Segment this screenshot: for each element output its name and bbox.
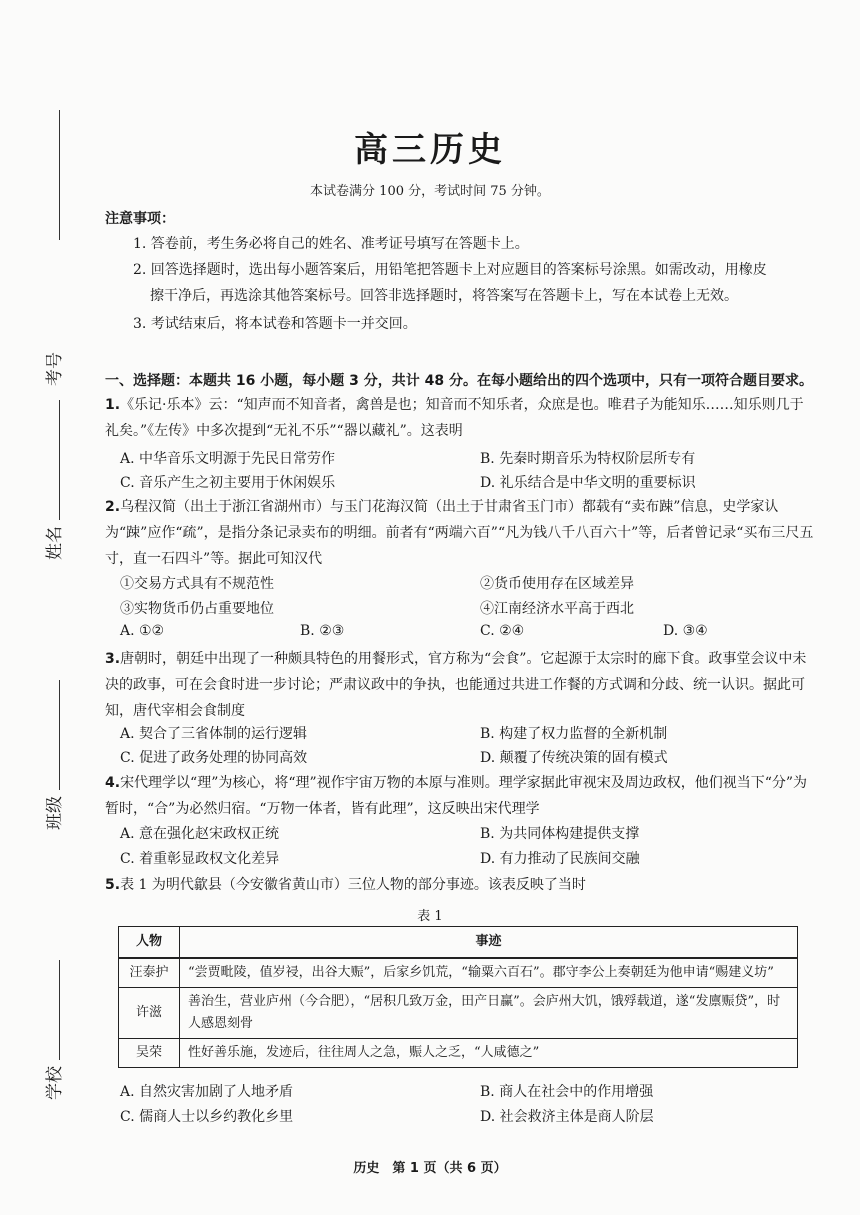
side-label-xingming: 姓名	[45, 526, 65, 560]
page-title: 高三历史	[354, 130, 506, 170]
option-c[interactable]: C. 着重彰显政权文化差异	[120, 851, 280, 867]
table-cell-person: 吴荣	[119, 1039, 180, 1068]
question-stem: 唐朝时，朝廷中出现了一种颇具特色的用餐形式，官方称为“会食”。它起源于太宗时的廊下食。政事堂会议中未决的政事，可在会食时进一步讨论；严肃议政中的争执，也能通过共进工作餐的方式调和分歧、统一认识。据此可知，唐代宰相会食制度	[105, 651, 807, 719]
table-row	[119, 988, 798, 1039]
question-stem: 宋代理学以“理”为核心，将“理”视作宇宙万物的本原与准则。理学家据此审视宋及周边政权，他们视当下“分”为暂时，“合”为必然归宿。“万物一体者，皆有此理”，这反映出宋代理学	[105, 775, 808, 817]
table-cell-deeds: “尝贾毗陵，值岁祲，出谷大赈”，后家乡饥荒，“输粟六百石”。郡守李公上奏朝廷为他申请“赐建义坊”	[180, 958, 798, 988]
events-table	[118, 926, 798, 1068]
notice-heading: 注意事项：	[105, 211, 175, 227]
table-cell-person: 许滋	[119, 988, 180, 1039]
question-number: 3.	[105, 651, 121, 667]
side-label-banji: 班级	[45, 796, 65, 830]
question-number: 2.	[105, 499, 121, 515]
statement-4: ④江南经济水平高于西北	[480, 601, 634, 617]
section-heading: 一、选择题：本题共 16 小题，每小题 3 分，共计 48 分。在每小题给出的四个选项中，只有一项符合题目要求。	[105, 373, 813, 389]
option-b[interactable]: B. ②③	[300, 623, 345, 639]
table-row	[119, 958, 798, 988]
statement-3: ③实物货币仍占重要地位	[120, 601, 274, 617]
option-b[interactable]: B. 商人在社会中的作用增强	[480, 1084, 654, 1100]
side-line	[59, 960, 60, 1060]
option-b[interactable]: B. 先秦时期音乐为特权阶层所专有	[480, 451, 696, 467]
option-a[interactable]: A. 中华音乐文明源于先民日常劳作	[120, 451, 336, 467]
page-footer: 历史 第 1 页（共 6 页）	[353, 1161, 507, 1176]
side-line	[59, 400, 60, 520]
option-d[interactable]: D. ③④	[663, 623, 708, 639]
question-3	[105, 646, 815, 724]
option-b[interactable]: B. 构建了权力监督的全新机制	[480, 726, 668, 742]
table-row	[119, 1039, 798, 1068]
notice-item-2-cont: 擦干净后，再选涂其他答案标号。回答非选择题时，将答案写在答题卡上，写在本试卷上无效。	[150, 288, 738, 304]
table-header-deeds: 事迹	[180, 927, 798, 959]
notice-item-3: 3. 考试结束后，将本试卷和答题卡一并交回。	[133, 316, 417, 332]
question-number: 1.	[105, 397, 121, 413]
table-header-row	[119, 927, 798, 959]
option-a[interactable]: A. 契合了三省体制的运行逻辑	[120, 726, 308, 742]
side-label-kaohao: 考号	[45, 352, 65, 386]
table-cell-deeds: 性好善乐施，发迹后，往往周人之急，赈人之乏，“人咸德之”	[180, 1039, 798, 1068]
option-c[interactable]: C. 促进了政务处理的协同高效	[120, 750, 308, 766]
question-stem: 乌程汉简（出土于浙江省湖州市）与玉门花海汉简（出土于甘肃省玉门市）都载有“卖布踈”信息，史学家认为“踈”应作“疏”，是指分条记录卖布的明细。前者有“两端六百”“凡为钱八千八百六十”等，后者曾记录“买布三尺五寸，直一石四斗”等。据此可知汉代	[105, 499, 814, 567]
table-cell-deeds: 善治生，营业庐州（今合肥），“居积几致万金，田产日赢”。会庐州大饥，饿殍载道，遂“发廪赈贷”，时人感恩刻骨	[180, 988, 798, 1039]
notice-item-2: 2. 回答选择题时，选出每小题答案后，用铅笔把答题卡上对应题目的答案标号涂黑。如需改动，用橡皮	[133, 262, 767, 278]
option-d[interactable]: D. 颠覆了传统决策的固有模式	[480, 750, 668, 766]
question-5	[105, 872, 815, 898]
option-d[interactable]: D. 社会救济主体是商人阶层	[480, 1109, 654, 1125]
option-c[interactable]: C. ②④	[480, 623, 525, 639]
question-number: 4.	[105, 775, 121, 791]
question-2	[105, 494, 815, 572]
table-cell-person: 汪泰护	[119, 958, 180, 988]
page-subtitle: 本试卷满分 100 分，考试时间 75 分钟。	[310, 184, 550, 199]
statement-2: ②货币使用存在区域差异	[480, 576, 634, 592]
option-a[interactable]: A. 意在强化赵宋政权正统	[120, 826, 280, 842]
option-d[interactable]: D. 礼乐结合是中华文明的重要标识	[480, 475, 696, 491]
table-header-person: 人物	[119, 927, 180, 959]
statement-1: ①交易方式具有不规范性	[120, 576, 274, 592]
option-c[interactable]: C. 儒商人士以乡约教化乡里	[120, 1109, 294, 1125]
option-d[interactable]: D. 有力推动了民族间交融	[480, 851, 640, 867]
option-c[interactable]: C. 音乐产生之初主要用于休闲娱乐	[120, 475, 336, 491]
notice-item-1: 1. 答卷前，考生务必将自己的姓名、准考证号填写在答题卡上。	[133, 236, 529, 252]
option-a[interactable]: A. ①②	[120, 623, 165, 639]
question-1	[105, 392, 815, 444]
option-b[interactable]: B. 为共同体构建提供支撑	[480, 826, 640, 842]
question-stem: 《乐记·乐本》云：“知声而不知音者，禽兽是也；知音而不知乐者，众庶是也。唯君子为能知乐……知乐则几于礼矣。”《左传》中多次提到“无礼不乐”“器以藏礼”。这表明	[105, 397, 804, 439]
side-line	[59, 680, 60, 790]
table-caption: 表 1	[417, 909, 443, 924]
option-a[interactable]: A. 自然灾害加剧了人地矛盾	[120, 1084, 294, 1100]
side-label-xuexiao: 学校	[45, 1066, 65, 1100]
question-4	[105, 770, 815, 822]
question-number: 5.	[105, 877, 121, 893]
question-stem: 表 1 为明代歙县（今安徽省黄山市）三位人物的部分事迹。该表反映了当时	[120, 877, 586, 893]
